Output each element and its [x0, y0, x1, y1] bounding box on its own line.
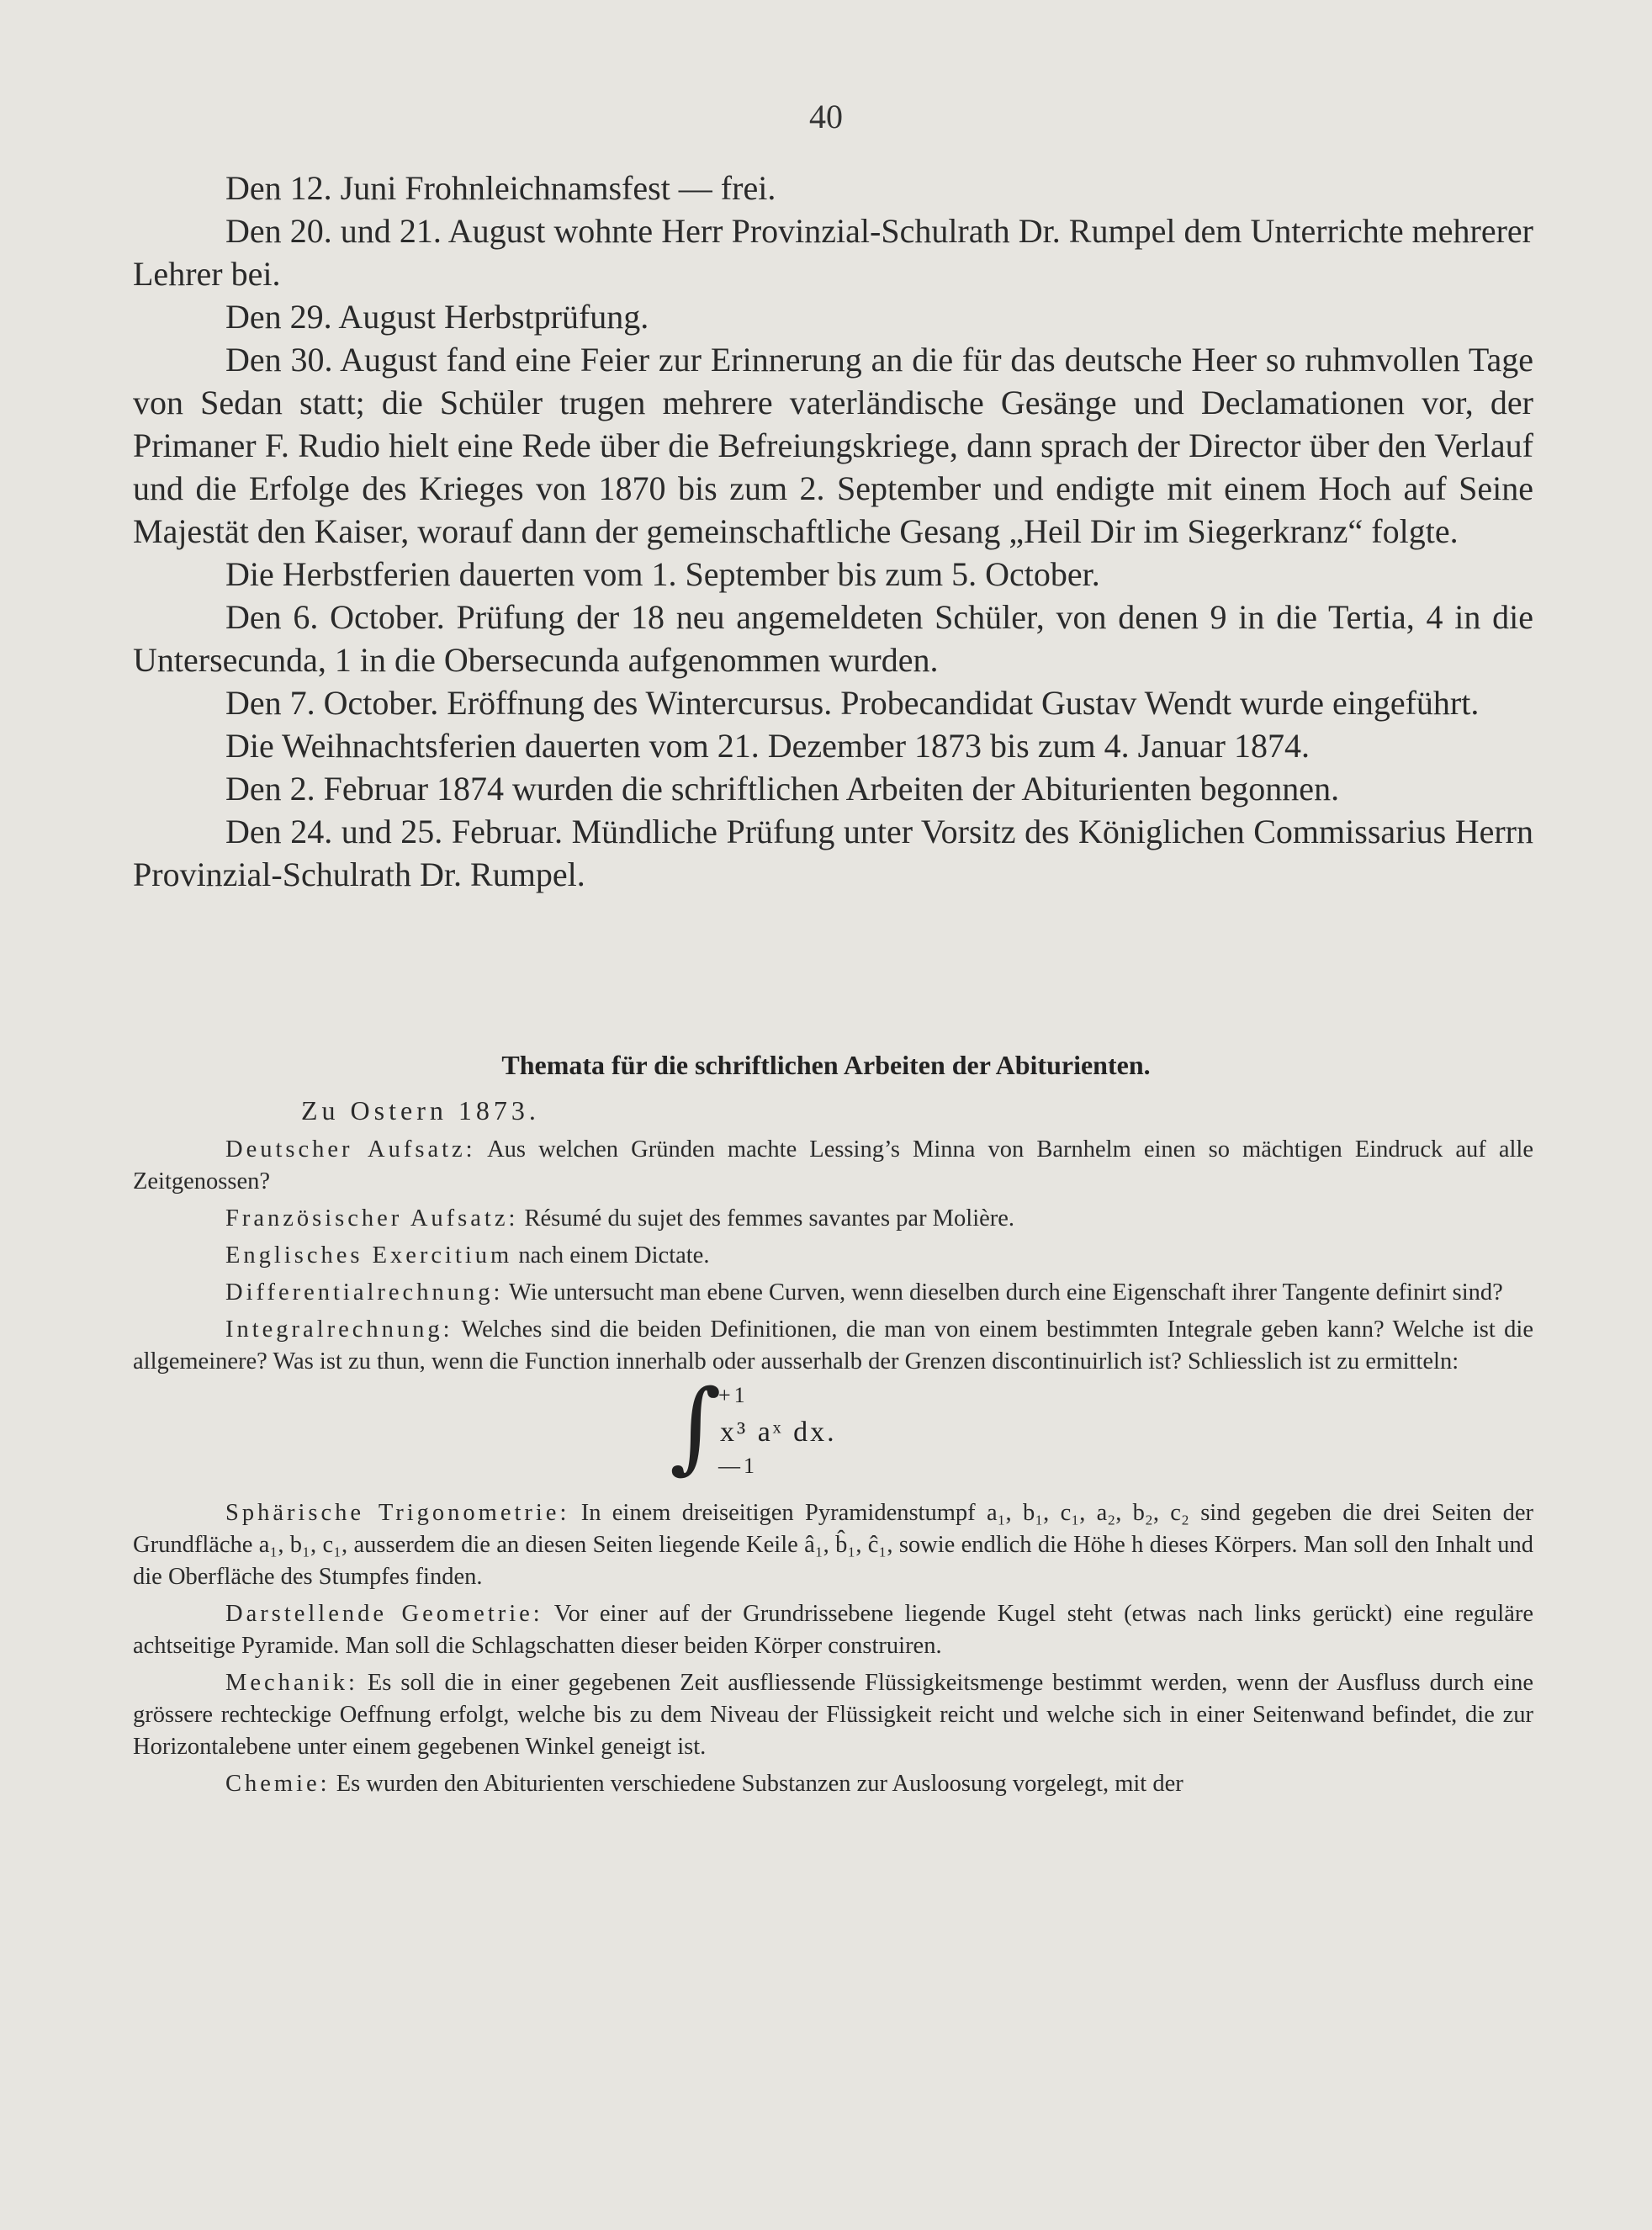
- topic-label: Englisches Exercitium: [225, 1242, 513, 1269]
- topic-french-essay: [133, 1203, 1533, 1235]
- chronicle-entry-8: Die Weihnachtsferien dauerten vom 21. Dezember 1873 bis zum 4. Januar 1874.: [225, 727, 1310, 765]
- topic-mechanics: [133, 1667, 1533, 1763]
- topic-label: Chemie:: [225, 1771, 331, 1797]
- chronicle-entry-4: Den 30. August fand eine Feier zur Erinnerung an die für das deutsche Heer so ruhmvollen Tage von Sedan statt; die Schüler trugen mehrere vaterländische Gesänge und Declamationen vor, der Primaner F. Rudio hielt eine Rede über die Befreiungskriege, dann sprach der Director über den Verlauf und die Erfolge des Krieges von 1870 bis zum 2. September und endigte mit einem Hoch auf Seine Majestät den Kaiser, worauf dann der gemeinschaftliche Gesang „Heil Dir im Siegerkranz“ folgte.: [133, 341, 1533, 550]
- topic-text: Es soll die in einer gegebenen Zeit ausfliessende Flüssigkeitsmenge bestimmt werden, wenn der Ausfluss durch eine grössere rechteckige Oeffnung erfolgt, welche bis zu dem Niveau der Flüssigkeit reicht und welche sich in einer Seitenwand befindet, die zur Horizontalebene unter einem gegebenen Winkel geneigt ist.: [133, 1670, 1533, 1760]
- chronicle-entry-1: Den 12. Juni Frohnleichnamsfest — frei.: [225, 169, 776, 207]
- topic-text: Aus welchen Gründen machte Lessing’s Minna von Barnhelm einen so mächtigen Eindruck auf alle Zeitgenossen?: [133, 1136, 1533, 1194]
- topic-text: Vor einer auf der Grundrissebene liegende Kugel steht (etwas nach links gerückt) eine reguläre achtseitige Pyramide. Man soll die Schlagschatten dieser beiden Körper construiren.: [133, 1601, 1534, 1659]
- chronicle-entry-6: Den 6. October. Prüfung der 18 neu angemeldeten Schüler, von denen 9 in die Tertia, 4 in die Untersecunda, 1 in die Obersecunda aufgenommen wurden.: [133, 598, 1533, 679]
- chronicle-entry-2: Den 20. und 21. August wohnte Herr Provinzial-Schulrath Dr. Rumpel dem Unterrichte mehrerer Lehrer bei.: [133, 212, 1533, 293]
- integral-upper-limit: +1: [718, 1383, 749, 1407]
- chronicle-entry-9: Den 2. Februar 1874 wurden die schriftlichen Arbeiten der Abiturienten begonnen.: [225, 770, 1340, 808]
- chronicle-entry-7: Den 7. October. Eröffnung des Wintercursus. Probecandidat Gustav Wendt wurde eingeführt.: [225, 684, 1480, 722]
- section-title: Themata für die schriftlichen Arbeiten der Abiturienten.: [501, 1050, 1151, 1080]
- topic-text: Wie untersucht man ebene Curven, wenn dieselben durch eine Eigenschaft ihrer Tangente definirt sind?: [503, 1279, 1503, 1306]
- topic-label: Integralrechnung:: [225, 1316, 453, 1343]
- topic-differential-calculus: [133, 1277, 1533, 1309]
- chronicle-section: [133, 167, 1533, 896]
- topic-spherical-trigonometry: [133, 1497, 1533, 1593]
- topic-label: Mechanik:: [225, 1670, 358, 1696]
- topic-english-exercise: [133, 1240, 1533, 1272]
- topic-label: Differentialrechnung:: [225, 1279, 504, 1306]
- topic-text: Welches sind die beiden Definitionen, die man von einem bestimmten Integrale geben kann? Welche ist die allgemeinere? Was ist zu thun, wenn die Function innerhalb oder ausserhalb der Grenzen discontinuirlich ist? Schliesslich ist zu ermitteln:: [133, 1316, 1533, 1375]
- topic-descriptive-geometry: [133, 1598, 1533, 1662]
- topic-label: Deutscher Aufsatz:: [225, 1136, 476, 1163]
- chronicle-entry-3: Den 29. August Herbstprüfung.: [225, 298, 649, 336]
- integral-lower-limit: —1: [718, 1454, 758, 1478]
- chronicle-entry-5: Die Herbstferien dauerten vom 1. September bis zum 5. October.: [225, 555, 1100, 593]
- topic-label: Französischer Aufsatz:: [225, 1205, 519, 1232]
- topic-chemistry: [133, 1768, 1533, 1800]
- chronicle-entry-10: Den 24. und 25. Februar. Mündliche Prüfung unter Vorsitz des Königlichen Commissarius Herrn Provinzial-Schulrath Dr. Rumpel.: [133, 813, 1533, 893]
- topic-text: Es wurden den Abiturienten verschiedene Substanzen zur Ausloosung vorgelegt, mit der: [330, 1771, 1183, 1797]
- exam-topics: [133, 1094, 1533, 1805]
- exam-term-heading: Zu Ostern 1873.: [301, 1095, 540, 1126]
- integral-formula: [670, 1368, 989, 1489]
- integral-sign: ∫: [670, 1368, 722, 1484]
- topic-text: In einem dreiseitigen Pyramidenstumpf a₁, b₁, c₁, a₂, b₂, c₂ sind gegeben die drei Seiten der Grundfläche a₁, b₁, c₁, ausserdem die an diesen Seiten liegende Keile â₁, b̂₁, ĉ₁, sowie endlich die Höhe h dieses Körpers. Man soll den Inhalt und die Oberfläche des Stumpfes finden.: [133, 1500, 1533, 1590]
- topic-german-essay: [133, 1134, 1533, 1198]
- integrand: x³ aˣ dx.: [720, 1417, 837, 1448]
- topic-text: nach einem Dictate.: [512, 1242, 710, 1269]
- topic-text: Résumé du sujet des femmes savantes par Molière.: [518, 1205, 1015, 1232]
- topic-integral-calculus: [133, 1314, 1533, 1378]
- page-number: 40: [809, 98, 843, 135]
- topic-label: Sphärische Trigonometrie:: [225, 1500, 570, 1526]
- topic-label: Darstellende Geometrie:: [225, 1601, 543, 1627]
